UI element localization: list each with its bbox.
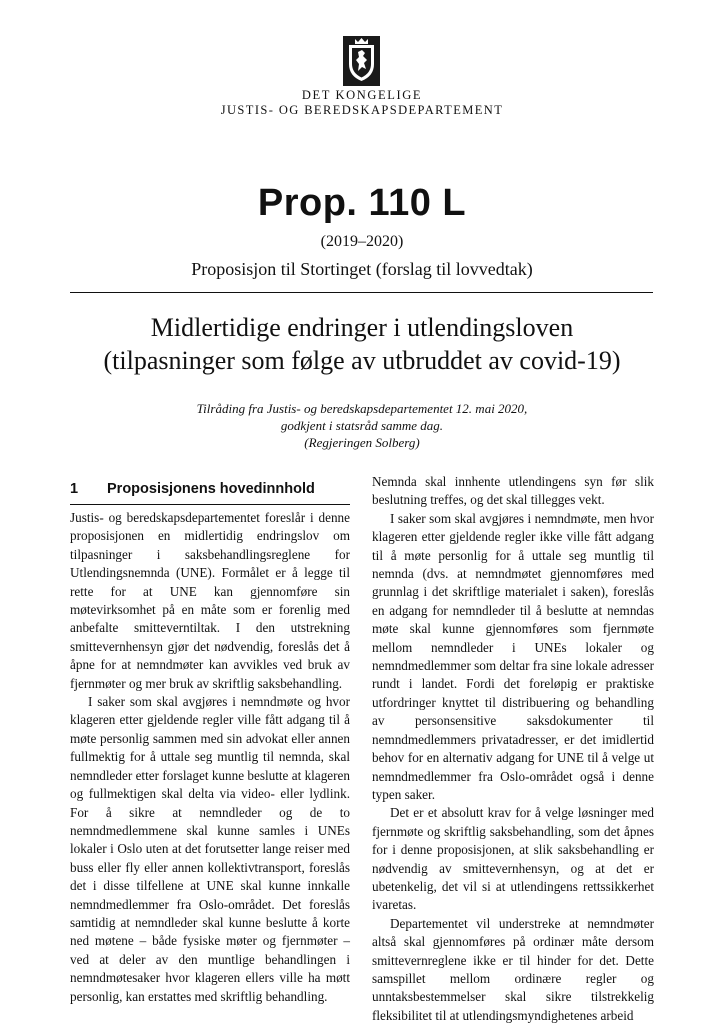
title-divider: [70, 292, 653, 293]
document-title: [60, 311, 664, 377]
recommendation-line-3: (Regjeringen Solberg): [304, 435, 420, 450]
section-title: Proposisjonens hovedinnhold: [107, 481, 315, 497]
section-number: 1: [70, 481, 79, 497]
proposition-number: Prop. 110 L: [257, 182, 467, 224]
recommendation-line-1: Tilråding fra Justis- og beredskapsdepartementet 12. mai 2020,: [196, 401, 528, 416]
department-line-2: JUSTIS- OG BEREDSKAPSDEPARTEMENT: [220, 103, 504, 117]
document-title-line-1: Midlertidige endringer i utlendingsloven: [150, 313, 574, 342]
department-line-1: DET KONGELIGE: [301, 88, 423, 102]
session-years: (2019–2020): [320, 233, 404, 250]
paragraph: Justis- og beredskapsdepartementet foreslår i denne proposisjonen en midlertidig endringslov om tilpasninger i saksbehandlingsreglene for Utlendingsnemnda (UNE). Formålet er å legge til rette for at UNE kan gjennomføre sin møtevirksomhet på en måte som er forenlig med anbefalte smitteverntiltak. I den utstrekning smittevernhensyn gjør det nødvendig, foreslås det å åpne for at nemndmøter kan avvikles ved bruk av fjernmøter og mer bruk av skriftlig saksbehandling.: [70, 510, 350, 691]
section-divider: [70, 504, 350, 505]
section-heading: [70, 481, 350, 497]
paragraph: I saker som skal avgjøres i nemndmøte, men hvor klageren etter gjeldende regler ikke ville fått adgang til å møte personlig for å uttale seg muntlig til nemnda (dvs. at nemndmøtet gjennomføres med grunnlag i det skriftlige materialet i saken), foreslås en adgang for nemndleder til å beslutte at nemndas møte skal kunne gjennomføres som fjernmøte mellom nemndleder i UNEs lokaler og nemndmedlemmer som deltar fra sine lokale adresser rundt i landet. Fordi det foreløpig er praktiske utfordringer knyttet til distribuering og behandling av personsensitive saksdokumenter til nemndmedlemmers privatadresser, er det imidlertid behov for en alternativ adgang for UNE til å velge ut nemndmedlemmer fra Oslo-området også i denne typen saker.: [372, 510, 654, 802]
paragraph: I saker som skal avgjøres i nemndmøte og hvor klageren etter gjeldende regler ville fått adgang til å møte personlig sammen med sin advokat eller annen fullmektig for å uttale seg muntlig til nemnda, skal nemndleder etter forslaget kunne beslutte at klageren og fullmektigen skal delta via video- eller lydlink. For å sikre at nemndleder og de to nemndmedlemmene skal kunne samles i UNEs lokaler i Oslo uten at det forutsetter lange reiser med buss eller fly eller annen kollektivtransport, foreslås det i disse tilfellene at UNE skal kunne innkalle nemndmedlemmer fra Oslo-området. Det foreslås samtidig at nemndleder skal kunne beslutte å korte ned møtene – både fysiske møter og fjernmøter – ved at deler av den muntlige behandlingen i nemndmøtesaker hvor klageren ellers ville ha møtt personlig, kan erstattes med skriftlig behandling.: [70, 694, 350, 1004]
paragraph: Nemnda skal innhente utlendingens syn før slik beslutning treffes, og det skal tillegges vekt.: [372, 474, 654, 508]
document-title-line-2: (tilpasninger som følge av utbruddet av covid-19): [103, 346, 621, 375]
recommendation-line-2: godkjent i statsråd samme dag.: [280, 418, 444, 433]
recommendation-note: [0, 400, 724, 451]
paragraph: Departementet vil understreke at nemndmøter altså skal gjennomføres på ordinær måte dersom smittevernreglene ikke er til hinder for det. Dette samspillet mellom ordinære regler og unntaksbestemmelser skal sikre tilstrekkelig fleksibilitet til at utlendingsmyndighetenes arbeid: [372, 915, 654, 1023]
coat-of-arms-logo: [343, 36, 380, 86]
left-column: [70, 509, 350, 1006]
proposition-type: Proposisjon til Stortinget (forslag til lovvedtak): [191, 259, 533, 279]
paragraph: Det er et absolutt krav for å velge løsninger med fjernmøte og skriftlig saksbehandling, som det åpnes for i denne proposisjonen, at slik saksbehandling er nødvendig av smittevernhensyn, og at det er ubetenkelig, det vil si at utlendingens rettssikkerhet ivaretas.: [372, 805, 654, 913]
right-column: [372, 473, 654, 1025]
